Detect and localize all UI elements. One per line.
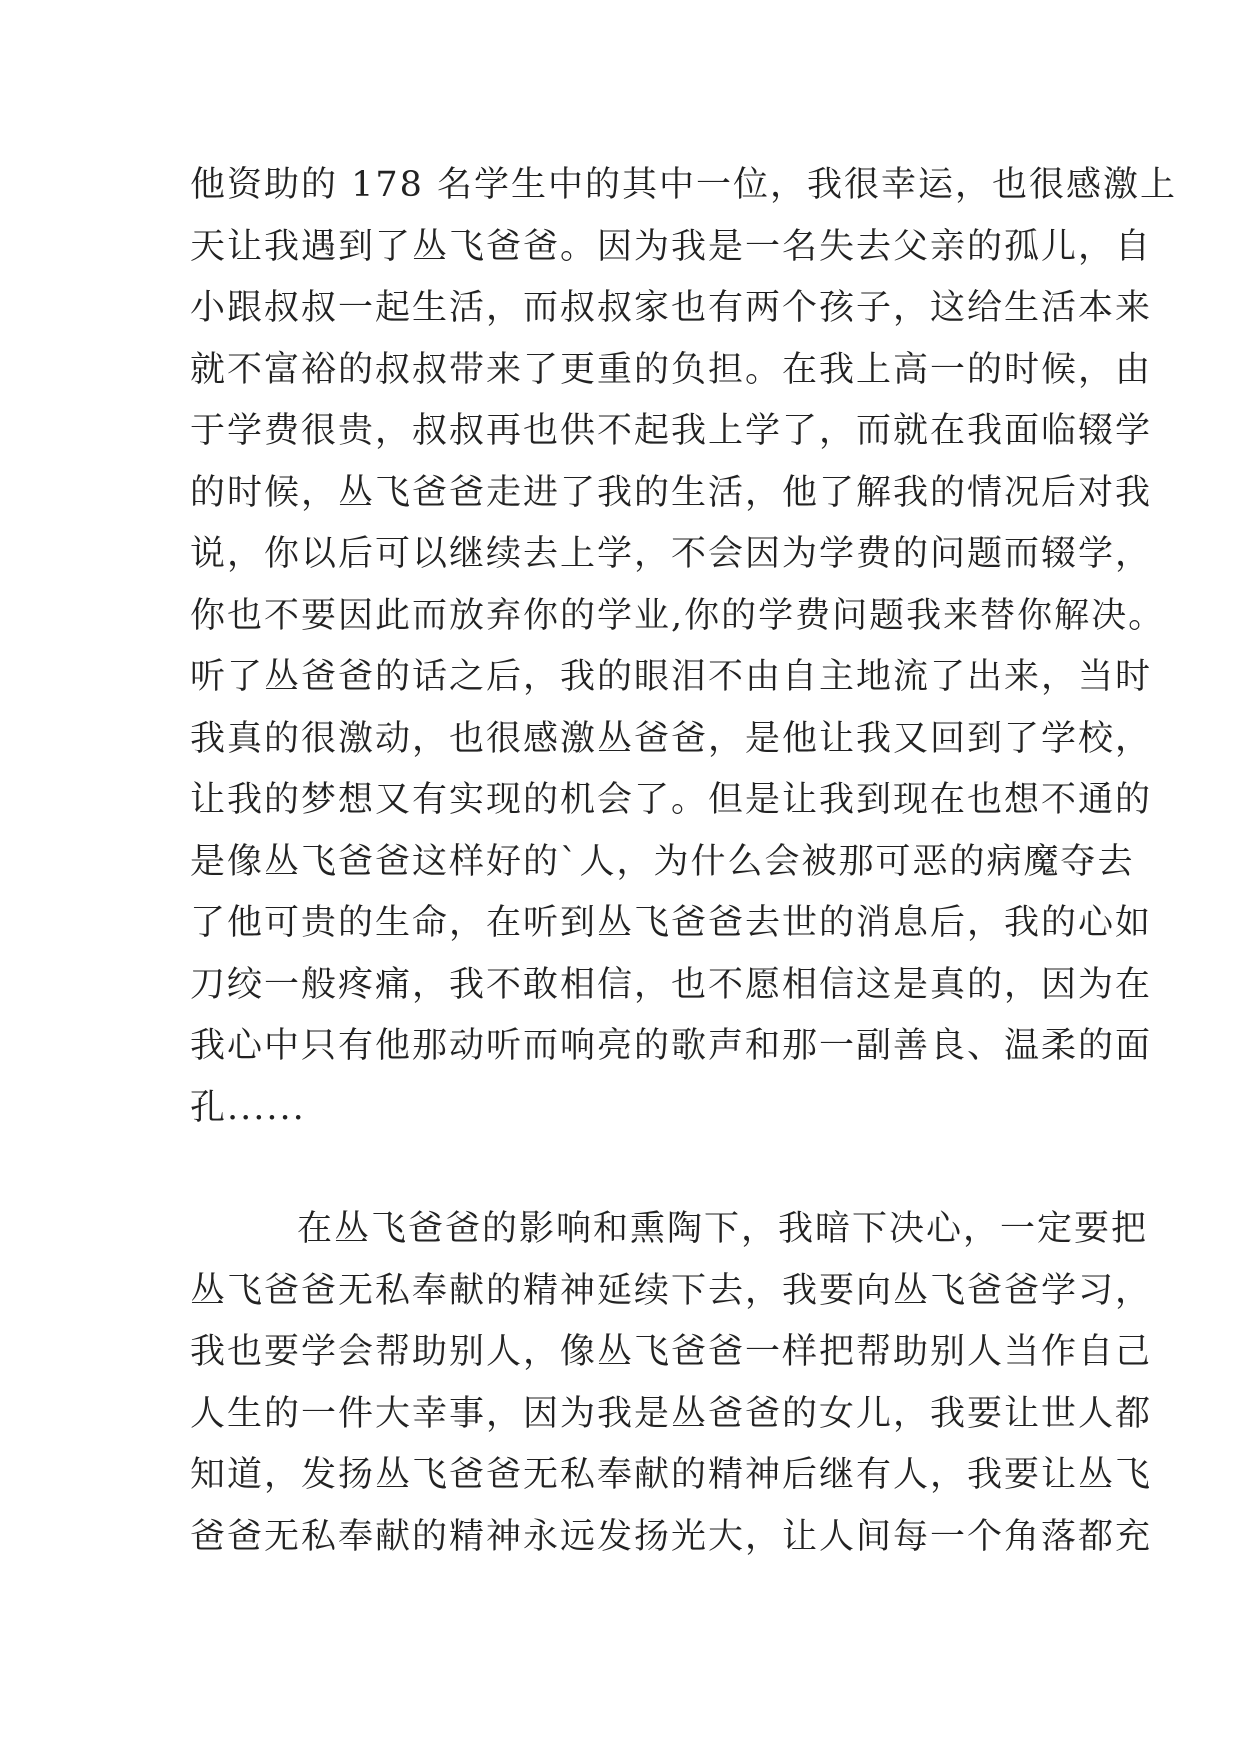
paragraph-line: 了他可贵的生命，在听到丛飞爸爸去世的消息后，我的心如 bbox=[190, 903, 1153, 943]
paragraph-line: 孔...... bbox=[190, 1087, 306, 1128]
paragraph-line: 你也不要因此而放弃你的学业,你的学费问题我来替你解决。 bbox=[190, 595, 1166, 636]
paragraph-line: 爸爸无私奉献的精神永远发扬光大，让人间每一个角落都充 bbox=[190, 1516, 1153, 1557]
paragraph-line: 知道，发扬丛飞爸爸无私奉献的精神后继有人，我要让丛飞 bbox=[190, 1455, 1153, 1495]
paragraph-line: 于学费很贵，叔叔再也供不起我上学了，而就在我面临辍学 bbox=[190, 411, 1153, 451]
paragraph-line: 他资助的 178 名学生中的其中一位，我很幸运，也很感激上 bbox=[190, 165, 1178, 205]
paragraph-2 bbox=[190, 1199, 1153, 1568]
paragraph-line: 的时候，丛飞爸爸走进了我的生活，他了解我的情况后对我 bbox=[190, 472, 1153, 513]
paragraph-line: 是像丛飞爸爸这样好的`人，为什么会被那可恶的病魔夺去 bbox=[190, 841, 1135, 882]
paragraph-line: 我也要学会帮助别人，像丛飞爸爸一样把帮助别人当作自己 bbox=[190, 1332, 1153, 1372]
paragraph-line: 小跟叔叔一起生活，而叔叔家也有两个孩子，这给生活本来 bbox=[190, 288, 1153, 328]
paragraph-line: 我真的很激动，也很感激丛爸爸，是他让我又回到了学校， bbox=[190, 718, 1153, 759]
paragraph-line: 就不富裕的叔叔带来了更重的负担。在我上高一的时候，由 bbox=[190, 349, 1153, 390]
paragraph-line: 人生的一件大幸事，因为我是丛爸爸的女儿，我要让世人都 bbox=[190, 1393, 1153, 1434]
paragraph-1 bbox=[190, 155, 1178, 1139]
paragraph-first-line-indented: 在丛飞爸爸的影响和熏陶下，我暗下决心，一定要把 bbox=[297, 1209, 1149, 1249]
paragraph-line: 听了丛爸爸的话之后，我的眼泪不由自主地流了出来，当时 bbox=[190, 657, 1153, 697]
paragraph-line: 说，你以后可以继续去上学，不会因为学费的问题而辍学， bbox=[190, 534, 1153, 574]
paragraph-line: 我心中只有他那动听而响亮的歌声和那一副善良、温柔的面 bbox=[190, 1026, 1153, 1066]
paragraph-line: 刀绞一般疼痛，我不敢相信，也不愿相信这是真的，因为在 bbox=[190, 964, 1153, 1005]
paragraph-line: 丛飞爸爸无私奉献的精神延续下去，我要向丛飞爸爸学习， bbox=[190, 1270, 1153, 1311]
paragraph-line: 天让我遇到了丛飞爸爸。因为我是一名失去父亲的孤儿，自 bbox=[190, 226, 1153, 267]
paragraph-line: 让我的梦想又有实现的机会了。但是让我到现在也想不通的 bbox=[190, 780, 1153, 820]
